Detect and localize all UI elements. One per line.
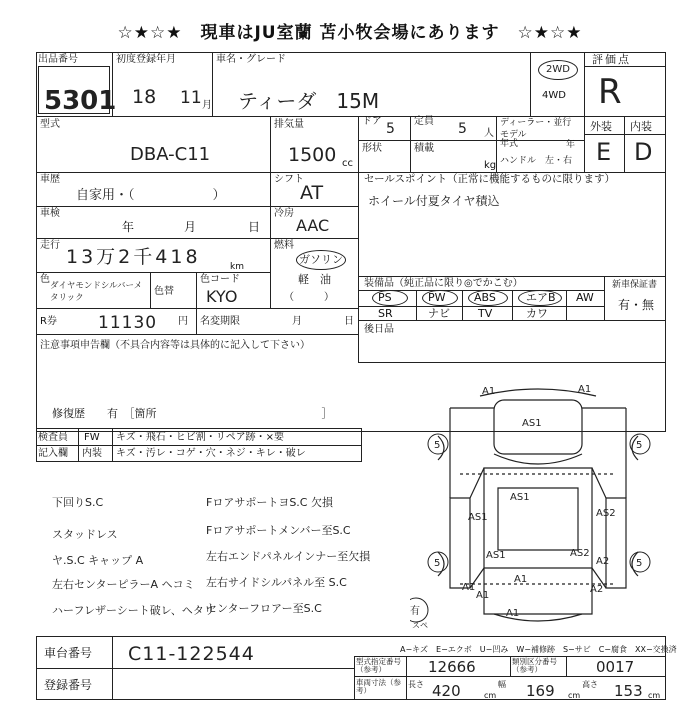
mark-as1-left: AS1 — [468, 512, 488, 523]
remark-8: 左右エンドパネルインナー至欠損 — [206, 550, 371, 563]
equip-aw: AW — [576, 291, 594, 304]
equipment-label: 装備品（純正品に限り◎でかこむ） — [364, 278, 523, 289]
inspector-fw-text: キズ・飛石・ヒビ割・リペア跡・×要 — [116, 432, 284, 443]
equip-airbag-circle — [518, 290, 562, 306]
ac-label: 冷房 — [274, 208, 294, 219]
dealer-year-unit: 年 — [566, 140, 576, 150]
ext-label: 外装 — [590, 120, 612, 133]
equip-navi: ナビ — [428, 307, 450, 320]
dealer-label: ディーラー・並行 — [500, 118, 572, 128]
mark-a1-center: A1 — [514, 574, 528, 585]
mark-as2-right: AS2 — [596, 508, 616, 519]
sales-label: セールスポイント（正常に機能するものに限ります） — [364, 173, 616, 185]
inspection-label: 車検 — [40, 208, 60, 219]
mileage-label: 走行 — [40, 240, 60, 251]
ac-value: AAC — [296, 216, 330, 235]
remark-3: ヤ.S.C キャップ A — [52, 554, 144, 567]
diagram-legend: A−キズ E−エクボ U−凹み W−補修跡 S−サビ C−腐食 XX−交換済 — [400, 645, 677, 654]
warranty-label: 新車保証書 — [612, 280, 658, 290]
color-label: 色 — [40, 274, 50, 285]
equip-leather: カワ — [526, 307, 548, 320]
height-label: 高さ — [582, 680, 598, 689]
reg-year: 18 — [132, 86, 157, 108]
equip-ps: PS — [378, 291, 392, 304]
entry-int: 内装 — [82, 448, 102, 459]
registration-label: 登録番号 — [44, 678, 93, 692]
chassis-label: 車台番号 — [44, 646, 93, 660]
reg-month: 11 — [180, 88, 202, 108]
grade-value: R — [598, 72, 622, 112]
warranty-value: 有・無 — [618, 298, 655, 312]
mark-a1-rear: A1 — [506, 608, 520, 619]
remark-1: 下回りS.C — [52, 496, 104, 509]
inspector-label: 検査員 — [38, 432, 68, 443]
displacement-unit: cc — [342, 158, 353, 169]
change-period-label: 名変期限 — [200, 316, 240, 327]
car-damage-diagram — [410, 378, 666, 638]
reg-month-unit: 月 — [202, 100, 212, 111]
fuel-label: 燃料 — [274, 240, 294, 251]
equip-pw: PW — [428, 291, 446, 304]
fuel-paren: （ ） — [284, 292, 334, 303]
length-value: 420 — [432, 682, 461, 700]
repair-history: 修復歴 有 ［箇所 ］ — [52, 407, 333, 420]
model-value: DBA-C11 — [130, 144, 211, 165]
mark-5-rl: 5 — [434, 558, 441, 569]
recycle-unit: 円 — [178, 316, 188, 327]
sales-value: ホイール付夏タイヤ積込 — [368, 194, 500, 208]
fuel-gasoline: ガソリン — [296, 250, 346, 270]
inspection-year: 年 — [122, 220, 135, 234]
notes-label: 注意事項申告欄（不具合内容等は具体的に記入して下さい） — [40, 340, 310, 351]
car-label: 車名・グレード — [216, 54, 286, 65]
equip-ps-circle — [372, 290, 408, 306]
drive-4wd: 4WD — [542, 90, 566, 101]
displacement-label: 排気量 — [274, 119, 304, 130]
capacity-label: 定員 — [414, 116, 434, 127]
chassis-value: C11-122544 — [128, 643, 255, 665]
mark-as1-rear: AS1 — [486, 550, 506, 561]
mark-spare-label: スペ — [412, 621, 428, 630]
equip-sr: SR — [378, 307, 393, 320]
remark-7: Fロアサポートメンバー至S.C — [206, 524, 351, 537]
shift-value: AT — [300, 182, 324, 204]
recycle-value: 11130 — [98, 313, 158, 333]
mileage-value: 13万2千418 — [66, 246, 201, 268]
equip-tv: TV — [478, 307, 493, 320]
designation-label: 型式指定番号（参考） — [356, 657, 401, 674]
mark-a1-left-side: A1 — [462, 582, 476, 593]
recycle-label: R券 — [40, 316, 57, 327]
lot-label: 出品番号 — [38, 54, 78, 65]
change-period-day: 日 — [344, 316, 354, 327]
mark-a1-top-right: A1 — [578, 384, 592, 395]
remark-6: FロアサポートヨS.C 欠損 — [206, 496, 333, 509]
designation-value: 12666 — [428, 658, 476, 676]
mark-5-fr: 5 — [636, 440, 643, 451]
dealer-handle: ハンドル 左・右 — [500, 156, 573, 166]
inspection-month: 月 — [184, 220, 197, 234]
color-code-label: 色コード — [200, 274, 240, 285]
height-unit: cm — [648, 691, 661, 700]
mark-a2-right-side: A2 — [596, 556, 610, 567]
doors-label: ドア — [362, 116, 382, 127]
lot-number: 5301 — [44, 86, 117, 116]
mark-5-fl: 5 — [434, 440, 441, 451]
usage-value: 自家用・（ ） — [76, 188, 226, 203]
load-unit: kg — [484, 160, 497, 171]
color-value: ダイヤモンドシルバーメタリック — [50, 281, 143, 303]
length-label: 長さ — [408, 680, 424, 689]
grade-label: 評価点 — [592, 53, 631, 66]
int-grade: D — [634, 138, 653, 166]
mark-as1-hood: AS1 — [522, 418, 542, 429]
remark-4: 左右センターピラーA ヘコミ — [52, 578, 195, 591]
equip-airbag: エアB — [526, 291, 556, 304]
usage-label: 車歴 — [40, 174, 60, 185]
int-label: 内装 — [630, 120, 652, 133]
load-label: 積載 — [414, 143, 434, 154]
dims-label: 車両寸法（参考） — [356, 678, 401, 695]
mark-a1-top: A1 — [482, 386, 496, 397]
car-name: ティーダ 15M — [238, 89, 380, 113]
ext-grade: E — [596, 138, 612, 166]
mark-5-rr: 5 — [636, 558, 643, 569]
shift-label: シフト — [274, 174, 304, 185]
remark-5: ハーフレザーシート破レ、ヘタリ — [52, 604, 215, 617]
shape-label: 形状 — [362, 143, 382, 154]
fuel-diesel: 軽 油 — [298, 273, 331, 286]
doors-value: 5 — [386, 121, 395, 137]
equip-abs: ABS — [474, 291, 496, 304]
reg-label: 初度登録年月 — [116, 54, 176, 65]
displacement-value: 1500 — [288, 144, 337, 166]
mark-as2-rear-right: AS2 — [570, 548, 590, 559]
remark-10: センターフロアー至S.C — [206, 602, 322, 615]
entry-int-text: キズ・汚レ・コゲ・穴・ネジ・キレ・破レ — [116, 448, 306, 459]
equip-abs-circle — [468, 290, 508, 306]
mark-spare: 有 — [410, 606, 420, 617]
drive-2wd: 2WD — [538, 60, 578, 80]
width-label: 幅 — [498, 680, 506, 689]
equip-pw-circle — [422, 290, 458, 306]
remark-9: 左右サイドシルパネル至 S.C — [206, 576, 347, 589]
class-value: 0017 — [596, 658, 635, 676]
color-change-label: 色替 — [154, 286, 174, 297]
height-value: 153 — [614, 682, 643, 700]
mileage-unit: km — [230, 262, 244, 272]
inspector-fw: FW — [84, 432, 100, 443]
width-value: 169 — [526, 682, 555, 700]
class-label: 類別区分番号（参考） — [512, 657, 557, 674]
width-unit: cm — [568, 691, 581, 700]
later-label: 後日品 — [364, 324, 394, 335]
mark-as1-roof: AS1 — [510, 492, 530, 503]
mark-a2-rear-right: A2 — [590, 584, 604, 595]
mark-a1-rear-left: A1 — [476, 590, 490, 601]
change-period-month: 月 — [292, 316, 302, 327]
dealer-model-year: モデル年式 — [500, 130, 527, 149]
entry-label: 記入欄 — [38, 448, 68, 459]
length-unit: cm — [484, 691, 497, 700]
model-label: 型式 — [40, 119, 60, 130]
remark-2: スタッドレス — [52, 528, 118, 541]
page-title: ☆★☆★ 現車はJU室蘭 苫小牧会場にあります ☆★☆★ — [117, 23, 583, 43]
color-code: KYO — [206, 287, 238, 306]
capacity-value: 5 — [458, 121, 467, 137]
capacity-unit: 人 — [484, 128, 494, 139]
inspection-day: 日 — [248, 220, 261, 234]
